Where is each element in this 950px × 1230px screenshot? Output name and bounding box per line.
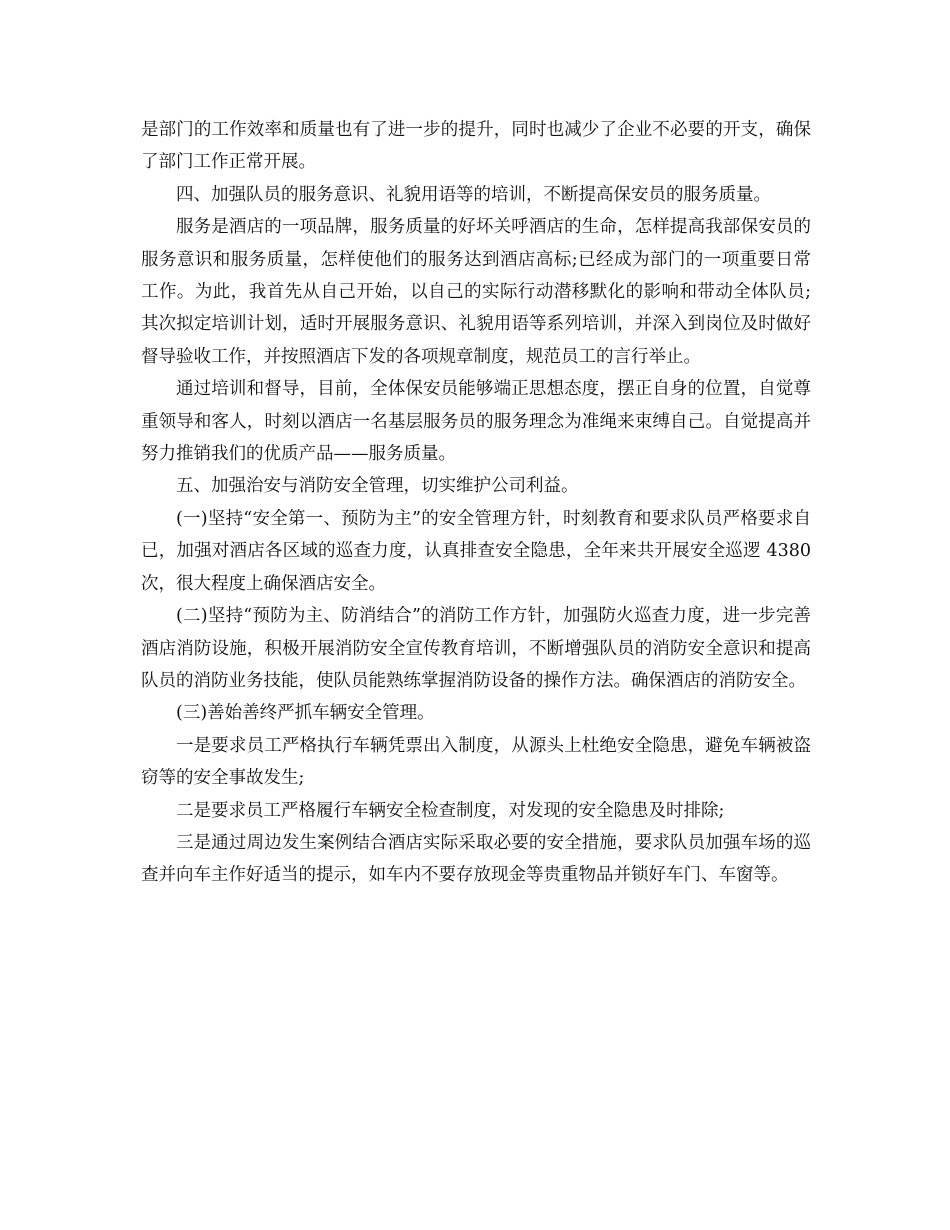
paragraph-training-results: 通过培训和督导，目前，全体保安员能够端正思想态度，摆正自身的位置，自觉尊重领导和客人，时刻以酒店一名基层服务员的服务理念为准绳来束缚自己。自觉提高并努力推销我们的优质产品——服务质量。 [141,379,811,465]
heading-service-training: 四、加强队员的服务意识、礼貌用语等的培训，不断提高保安员的服务质量。 [176,184,771,205]
paragraph-vehicle-inspection: 二是要求员工严格履行车辆安全检查制度，对发现的安全隐患及时排除; [176,800,725,821]
paragraph-vehicle-management: (三)善始善终严抓车辆安全管理。 [176,703,435,724]
paragraph-vehicle-ticket: 一是要求员工严格执行车辆凭票出入制度，从源头上杜绝安全隐患，避免车辆被盗窃等的安全事故发生; [141,735,811,789]
heading-security-fire: 五、加强治安与消防安全管理，切实维护公司利益。 [176,476,579,497]
document-body [141,114,811,892]
paragraph-efficiency: 是部门的工作效率和质量也有了进一步的提升，同时也减少了企业不必要的开支，确保了部门工作正常开展。 [141,120,811,173]
paragraph-fire-prevention: (二)坚持“预防为主、防消结合”的消防工作方针，加强防火巡查力度，进一步完善酒店消防设施，积极开展消防安全宣传教育培训，不断增强队员的消防安全意识和提高队员的消防业务技能，使队员能熟练掌握消防设备的操作方法。确保酒店的消防安全。 [141,606,811,691]
paragraph-vehicle-patrol: 三是通过周边发生案例结合酒店实际采取必要的安全措施，要求队员加强车场的巡查并向车主作好适当的提示，如车内不要存放现金等贵重物品并锁好车门、车窗等。 [141,832,811,886]
paragraph-safety-first: (一)坚持“安全第一、预防为主”的安全管理方针，时刻教育和要求队员严格要求自已，加强对酒店各区域的巡查力度，认真排查安全隐患，全年来共开展安全巡逻 4380 次，很大程度上确保酒店安全。 [141,508,811,594]
paragraph-service-brand: 服务是酒店的一项品牌，服务质量的好坏关呼酒店的生命，怎样提高我部保安员的服务意识和服务质量，怎样使他们的服务达到酒店高标;已经成为部门的一项重要日常工作。为此，我首先从自己开始，以自己的实际行动潜移默化的影响和带动全体队员;其次拟定培训计划，适时开展服务意识、礼貌用语等系列培训，并深入到岗位及时做好督导验收工作，并按照酒店下发的各项规章制度，规范员工的言行举止。 [141,217,811,367]
